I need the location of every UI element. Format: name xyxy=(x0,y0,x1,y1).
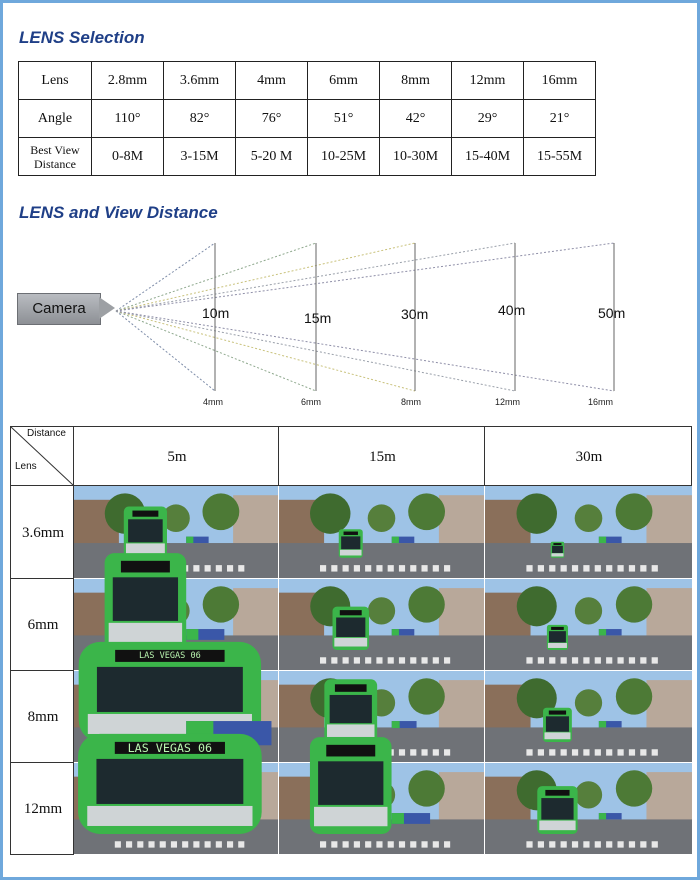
distance-cell: 3-15M xyxy=(164,138,236,176)
lens-view-distance-title: LENS and View Distance xyxy=(19,203,218,222)
row-header-cell xyxy=(10,578,74,671)
distance-cell: 5-20 M xyxy=(236,138,308,176)
corner-lens-label: Lens xyxy=(15,461,37,472)
lens-label: 4mm xyxy=(203,397,223,407)
column-header-15m: 15m xyxy=(369,448,396,465)
angle-cell: 42° xyxy=(380,100,452,138)
street-photo xyxy=(279,579,484,670)
lens-label: 6mm xyxy=(301,397,321,407)
distance-label: 15m xyxy=(304,310,332,326)
camera-lens-icon xyxy=(99,297,115,319)
distance-cell: 0-8M xyxy=(92,138,164,176)
row-header-8mm: 8mm xyxy=(27,709,59,725)
column-header-5m: 5m xyxy=(167,448,187,465)
row-header-cell xyxy=(10,485,74,579)
lens-selection-title: LENS Selection xyxy=(19,28,145,47)
lens-cell: 16mm xyxy=(524,62,596,100)
lens-cell: 6mm xyxy=(308,62,380,100)
frustum-line-6mm-top xyxy=(116,243,316,311)
row-header-distance: Best View Distance xyxy=(19,138,92,176)
distance-cell: 15-40M xyxy=(452,138,524,176)
frustum-line-8mm-top xyxy=(116,243,415,311)
lens-label: 16mm xyxy=(588,397,614,407)
distance-label: 50m xyxy=(598,305,626,321)
frustum-line-4mm-top xyxy=(116,243,215,311)
bus-destination-sign: LAS VEGAS 06 xyxy=(127,740,213,755)
angle-cell: 76° xyxy=(236,100,308,138)
row-header-12mm: 12mm xyxy=(23,801,63,817)
distance-cell: 10-25M xyxy=(308,138,380,176)
lens-cell: 8mm xyxy=(380,62,452,100)
column-header-cell xyxy=(73,426,279,486)
distance-label: 30m xyxy=(401,306,429,322)
lens-label: 8mm xyxy=(401,397,421,407)
corner-cell xyxy=(10,426,74,486)
row-header-cell xyxy=(10,762,74,855)
lens-cell: 3.6mm xyxy=(164,62,236,100)
column-header-cell xyxy=(484,426,692,486)
street-photo xyxy=(485,486,692,578)
distance-label: 10m xyxy=(202,305,230,321)
distance-cell: 10-30M xyxy=(380,138,452,176)
frustum-line-6mm-bottom xyxy=(116,311,316,391)
lens-label: 12mm xyxy=(495,397,521,407)
distance-cell: 15-55M xyxy=(524,138,596,176)
lens-cell: 2.8mm xyxy=(92,62,164,100)
row-header-angle: Angle xyxy=(19,100,92,138)
corner-distance-label: Distance xyxy=(27,428,66,439)
street-photo xyxy=(485,579,692,670)
frustum-line-16mm-bottom xyxy=(116,311,614,391)
lens-cell: 4mm xyxy=(236,62,308,100)
row-header-cell xyxy=(10,670,74,763)
camera-box: Camera xyxy=(17,293,101,325)
frustum-line-16mm-top xyxy=(116,243,614,311)
street-photo xyxy=(485,763,692,854)
distance-label: 40m xyxy=(498,302,526,318)
row-header-lens: Lens xyxy=(19,62,92,100)
frustum-line-8mm-bottom xyxy=(116,311,415,391)
bus-destination-sign: LAS VEGAS 06 xyxy=(139,650,201,661)
row-header-6mm: 6mm xyxy=(27,617,59,633)
column-header-30m: 30m xyxy=(575,448,603,465)
lens-cell: 12mm xyxy=(452,62,524,100)
street-photo xyxy=(74,740,278,854)
street-photo xyxy=(279,486,484,578)
column-header-cell xyxy=(278,426,485,486)
angle-cell: 29° xyxy=(452,100,524,138)
angle-cell: 110° xyxy=(92,100,164,138)
street-photo xyxy=(485,671,692,762)
angle-cell: 21° xyxy=(524,100,596,138)
angle-cell: 51° xyxy=(308,100,380,138)
row-header-3.6mm: 3.6mm xyxy=(21,524,65,541)
view-distance-diagram xyxy=(0,0,700,420)
frustum-line-4mm-bottom xyxy=(116,311,215,391)
angle-cell: 82° xyxy=(164,100,236,138)
street-photo xyxy=(279,763,484,854)
